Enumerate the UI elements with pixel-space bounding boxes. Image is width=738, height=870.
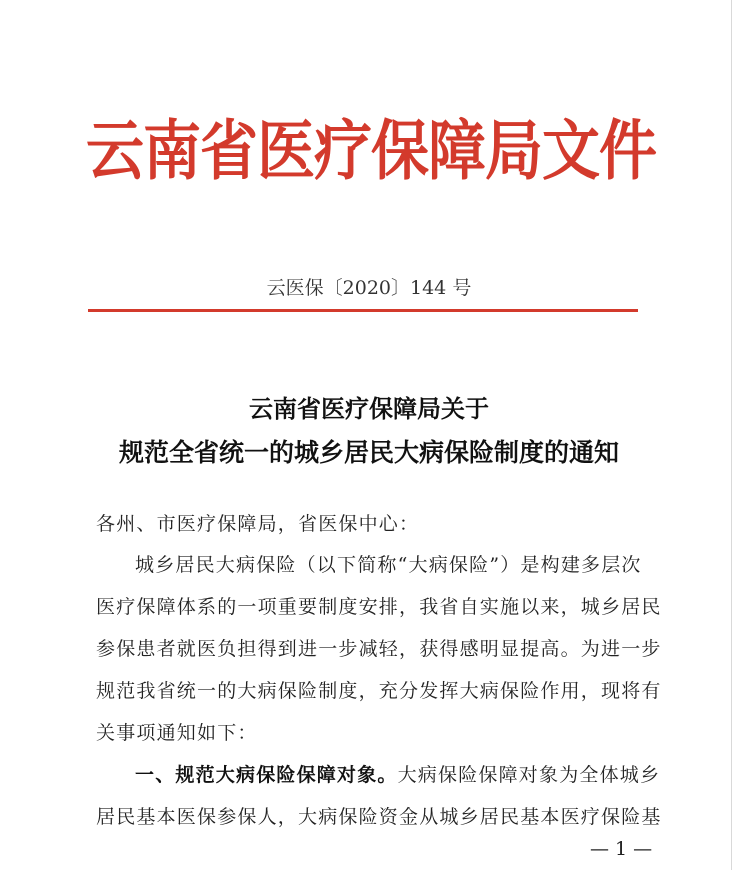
paragraph-line: 城乡居民大病保险（以下简称“大病保险”）是构建多层次 bbox=[135, 554, 642, 576]
paragraph-line: 参保患者就医负担得到进一步减轻，获得感明显提高。为进一步 bbox=[96, 638, 662, 660]
document-number: 云医保〔2020〕144 号 bbox=[266, 277, 472, 299]
section-1-heading: 一、规范大病保险保障对象。 bbox=[135, 764, 398, 786]
notice-title-line-2: 规范全省统一的城乡居民大病保险制度的通知 bbox=[118, 438, 619, 467]
section-1-line bbox=[135, 766, 660, 785]
salutation: 各州、市医疗保障局，省医保中心： bbox=[96, 513, 420, 535]
paragraph-line: 医疗保障体系的一项重要制度安排，我省自实施以来，城乡居民 bbox=[96, 596, 662, 618]
paragraph-line: 规范我省统一的大病保险制度，充分发挥大病保险作用，现将有 bbox=[96, 680, 662, 702]
red-header-rule bbox=[88, 309, 638, 312]
page-number: — 1 — bbox=[590, 838, 653, 860]
section-1-text: 大病保险保障对象为全体城乡 bbox=[397, 764, 661, 786]
paragraph-line: 关事项通知如下： bbox=[96, 722, 258, 744]
notice-title-line-1: 云南省医疗保障局关于 bbox=[249, 394, 489, 423]
page-edge-line bbox=[731, 0, 732, 870]
section-1-line-2: 居民基本医保参保人，大病保险资金从城乡居民基本医疗保险基 bbox=[96, 806, 662, 828]
agency-header-title: 云南省医疗保障局文件 bbox=[86, 112, 657, 189]
